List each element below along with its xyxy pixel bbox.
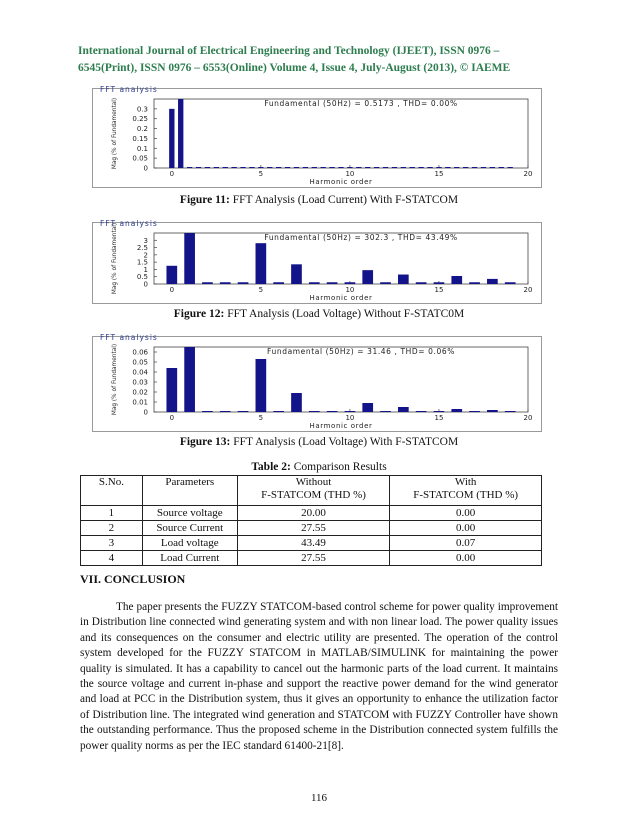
cell-without: 27.55 (237, 521, 390, 536)
y-tick-label: 0.02 (132, 388, 148, 397)
bar (374, 167, 379, 168)
panel-label: FFT analysis (100, 333, 158, 342)
figure-13-text: FFT Analysis (Load Voltage) With F-STATCOM (233, 436, 459, 448)
bar (436, 167, 441, 168)
x-tick-label: 10 (345, 170, 355, 178)
header-without-line-1: Without (295, 476, 332, 488)
bar (451, 409, 462, 412)
bar (418, 167, 423, 168)
bar (362, 403, 373, 412)
bar (258, 167, 263, 168)
bar (166, 368, 177, 412)
bar (184, 347, 195, 412)
figure-11-label: Figure 11: (179, 194, 230, 206)
bar (294, 167, 299, 168)
bar (398, 407, 409, 412)
bar (202, 411, 213, 412)
plot-frame (154, 99, 528, 168)
cell-parameter: Load voltage (142, 536, 237, 551)
plot-frame (154, 347, 528, 412)
table-row (81, 521, 542, 536)
bar (273, 282, 284, 284)
bar (505, 411, 516, 412)
bar (383, 167, 388, 168)
bar (445, 167, 450, 168)
y-tick-label: 0.25 (132, 115, 148, 124)
bar (240, 167, 245, 168)
header-with (390, 476, 542, 506)
table-row (81, 536, 542, 551)
bar (273, 411, 284, 412)
bar (356, 167, 361, 168)
cell-sno: 3 (81, 536, 143, 551)
bar (380, 282, 391, 284)
bar (434, 411, 445, 412)
cell-with: 0.00 (390, 551, 542, 566)
bar (220, 411, 231, 412)
bar (427, 167, 432, 168)
bar (416, 411, 427, 412)
fft-chart-figure-12 (92, 218, 542, 304)
x-tick-label: 0 (169, 414, 175, 422)
cell-without: 27.55 (237, 551, 390, 566)
bar (345, 411, 356, 412)
bar (220, 282, 231, 284)
cell-sno: 1 (81, 506, 143, 521)
table-header-row (81, 476, 542, 506)
chart-title: Fundamental (50Hz) = 31.46 , THD= 0.06% (267, 347, 455, 356)
y-tick-label: 0 (143, 408, 148, 417)
bar (169, 109, 174, 168)
page-number: 116 (310, 792, 328, 804)
figure-13-caption (0, 436, 638, 448)
panel-label: FFT analysis (100, 85, 158, 94)
bar (249, 167, 254, 168)
figure-11-text: FFT Analysis (Load Current) With F-STATCOM (232, 194, 459, 206)
table-2-title (0, 461, 638, 473)
panel-label: FFT analysis (100, 219, 158, 228)
header-with-line-1: With (454, 476, 477, 488)
section-heading: VII. CONCLUSION (80, 572, 186, 586)
x-tick-label: 10 (345, 414, 355, 422)
bar (309, 411, 320, 412)
bar (256, 243, 267, 284)
bar (267, 167, 272, 168)
header-sno-text: S.No. (98, 476, 124, 488)
cell-with: 0.00 (390, 506, 542, 521)
y-tick-label: 2.5 (136, 244, 148, 253)
table-2-text: Comparison Results (293, 461, 387, 473)
bar (238, 411, 249, 412)
bar (202, 282, 213, 284)
header-without (237, 476, 390, 506)
y-tick-label: 0.3 (136, 105, 148, 114)
bar (454, 167, 459, 168)
header-with-line-2: F-STATCOM (THD %) (413, 489, 519, 501)
bar (166, 266, 177, 284)
table-2-label: Table 2: (251, 461, 291, 473)
y-tick-label: 0.03 (132, 378, 148, 387)
bar (508, 167, 513, 168)
y-tick-label: 0.2 (136, 125, 148, 134)
bar (472, 167, 477, 168)
journal-header (78, 43, 560, 77)
x-tick-label: 5 (258, 286, 264, 294)
y-axis-label: Mag (% of Fundamental) (112, 97, 118, 170)
bar (238, 282, 249, 284)
bar (469, 282, 480, 284)
y-tick-label: 0.15 (132, 134, 148, 143)
x-tick-label: 15 (434, 286, 444, 294)
y-tick-label: 0.06 (132, 348, 148, 357)
bar (214, 167, 219, 168)
bar (362, 270, 373, 284)
bar (451, 276, 462, 284)
bar (380, 411, 391, 412)
bar (434, 282, 445, 284)
cell-sno: 4 (81, 551, 143, 566)
fft-chart-svg (92, 332, 542, 432)
x-tick-label: 20 (523, 286, 533, 294)
y-tick-label: 0.01 (132, 398, 148, 407)
x-tick-label: 0 (169, 170, 175, 178)
x-tick-label: 15 (434, 414, 444, 422)
table-row (81, 506, 542, 521)
x-axis-label: Harmonic order (309, 178, 373, 186)
bar (291, 393, 302, 412)
y-tick-label: 0 (143, 164, 148, 173)
cell-parameter: Load Current (142, 551, 237, 566)
bar (303, 167, 308, 168)
bar (276, 167, 281, 168)
y-tick-label: 3 (143, 236, 148, 245)
bar (223, 167, 228, 168)
cell-parameter: Source voltage (142, 506, 237, 521)
journal-header-line-1: International Journal of Electrical Engineering and Technology (IJEET), ISSN 0976 – (78, 45, 500, 57)
y-tick-label: 2 (143, 251, 148, 260)
cell-with: 0.07 (390, 536, 542, 551)
bar (505, 282, 516, 284)
bar (499, 167, 504, 168)
y-axis-label: Mag (% of Fundamental) (112, 343, 118, 416)
x-tick-label: 0 (169, 286, 175, 294)
bar (490, 167, 495, 168)
x-axis-label: Harmonic order (309, 294, 373, 302)
y-tick-label: 0 (143, 280, 148, 289)
figure-12-label: Figure 12: (173, 308, 225, 320)
bar (392, 167, 397, 168)
bar (347, 167, 352, 168)
y-tick-label: 0.1 (136, 144, 148, 153)
y-tick-label: 0.04 (132, 368, 148, 377)
figure-12-caption (0, 308, 638, 320)
bar (416, 282, 427, 284)
bar (487, 410, 498, 412)
cell-without: 20.00 (237, 506, 390, 521)
bar (410, 167, 415, 168)
x-tick-label: 5 (258, 170, 264, 178)
bar (398, 275, 409, 284)
y-tick-label: 0.05 (132, 154, 148, 163)
y-tick-label: 0.05 (132, 358, 148, 367)
bar (231, 167, 236, 168)
chart-title: Fundamental (50Hz) = 302.3 , THD= 43.49% (264, 233, 458, 242)
cell-sno: 2 (81, 521, 143, 536)
figure-12-text: FFT Analysis (Load Voltage) Without F-STATC0M (227, 308, 465, 320)
y-tick-label: 0.5 (136, 273, 148, 282)
conclusion-paragraph: The paper presents the FUZZY STATCOM-based control scheme for power quality improvement in Distribution line connected wind generating system and with non linear load. The power quality issues and its consequences on the consumer and electric utility are presented. The operation of the control system developed for the FUZZY STATCOM in MATLAB/SIMULINK for maintaining the power quality is simulated. It has a capability to cancel out the harmonic parts of the load current. It maintains the source voltage and current in-phase and support the reactive power demand for the wind generator and load at PCC in the Distribution system, thus it gives an opportunity to enhance the utilization factor of Distribution line. The integrated wind generation and STATCOM with FUZZY Controller have shown the outstanding performance. Thus the proposed scheme in the Distribution connected system fulfills the power quality norms as per the IEC standard 61400-21[8]. (80, 601, 558, 752)
bar (329, 167, 334, 168)
bar (487, 279, 498, 284)
fft-chart-figure-13 (92, 332, 542, 432)
x-tick-label: 20 (523, 414, 533, 422)
figure-11-caption (0, 194, 638, 206)
bar (345, 282, 356, 284)
header-sno (81, 476, 143, 506)
x-tick-label: 20 (523, 170, 533, 178)
table-row (81, 551, 542, 566)
journal-header-line-2: 6545(Print), ISSN 0976 – 6553(Online) Volume 4, Issue 4, July-August (2013), © IAEME (78, 62, 511, 74)
bar (481, 167, 486, 168)
bar (285, 167, 290, 168)
chart-title: Fundamental (50Hz) = 0.5173 , THD= 0.00% (264, 99, 458, 108)
bar (327, 411, 338, 412)
bar (321, 167, 326, 168)
bar (309, 282, 320, 284)
bar (187, 167, 192, 168)
bar (291, 264, 302, 284)
bar (365, 167, 370, 168)
x-tick-label: 5 (258, 414, 264, 422)
bar (184, 233, 195, 284)
header-parameters (142, 476, 237, 506)
x-tick-label: 15 (434, 170, 444, 178)
x-axis-label: Harmonic order (309, 422, 373, 430)
x-tick-label: 10 (345, 286, 355, 294)
bar (178, 99, 183, 168)
bar (338, 167, 343, 168)
fft-chart-figure-11 (92, 84, 542, 188)
y-tick-label: 1.5 (136, 258, 148, 267)
bar (256, 359, 267, 412)
comparison-table (80, 475, 542, 566)
figure-13-label: Figure 13: (179, 436, 231, 448)
bar (401, 167, 406, 168)
header-without-line-2: F-STATCOM (THD %) (261, 489, 366, 501)
bar (205, 167, 210, 168)
cell-parameter: Source Current (142, 521, 237, 536)
bar (312, 167, 317, 168)
y-tick-label: 1 (143, 265, 148, 274)
bar (327, 282, 338, 284)
bar (469, 411, 480, 412)
header-parameters-text: Parameters (165, 476, 215, 488)
fft-chart-svg (92, 218, 542, 304)
bar (196, 167, 201, 168)
cell-without: 43.49 (237, 536, 390, 551)
cell-with: 0.00 (390, 521, 542, 536)
bar (463, 167, 468, 168)
fft-chart-svg (92, 84, 542, 188)
y-axis-label: Mag (% of Fundamental) (112, 222, 118, 295)
